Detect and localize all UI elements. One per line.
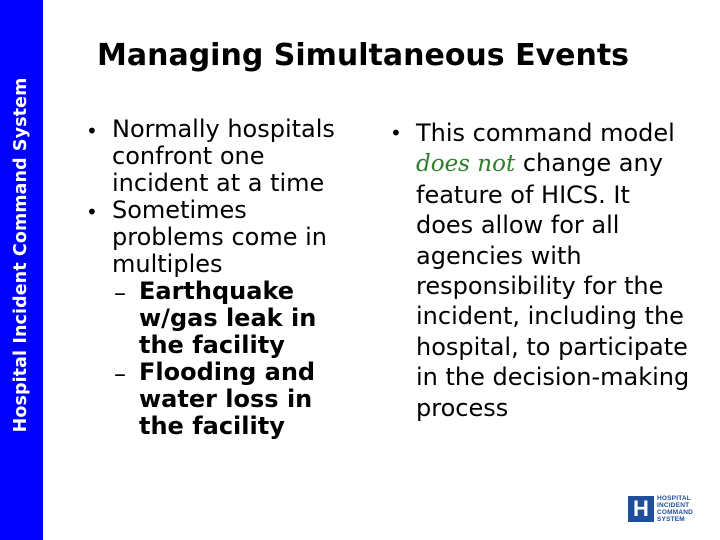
- right-column: [390, 118, 690, 423]
- bullet-item: [390, 118, 690, 423]
- sub-bullet-text: Earthquake w/gas leak in the facility: [139, 277, 317, 359]
- bullet-dot-icon: •: [86, 119, 98, 143]
- logo-line: SYSTEM: [657, 516, 685, 523]
- logo-h-mark: H: [628, 496, 654, 522]
- logo-line: HOSPITAL: [657, 495, 691, 502]
- bullet-text: [416, 118, 690, 423]
- bullet-text-start: This command model: [416, 119, 675, 147]
- logo-line: INCIDENT: [657, 502, 690, 509]
- bullet-item: [86, 116, 356, 197]
- sidebar-banner: [0, 0, 43, 540]
- slide-title: Managing Simultaneous Events: [97, 38, 630, 73]
- dash-icon: –: [114, 279, 126, 307]
- bullet-item: [86, 197, 356, 278]
- sub-bullet-text: Flooding and water loss in the facility: [139, 358, 316, 440]
- bullet-dot-icon: •: [390, 121, 402, 145]
- dash-icon: –: [114, 360, 126, 388]
- bullet-text-end: change any feature of HICS. It does allow for all agencies with responsibility for the incident, including the hospital, to participate in the decision-making process: [416, 149, 690, 422]
- bullet-dot-icon: •: [86, 200, 98, 224]
- sidebar-title: Hospital Incident Command System: [11, 77, 31, 433]
- left-column: [86, 116, 356, 440]
- logo-line: COMMAND: [657, 509, 694, 516]
- bullet-text: Sometimes problems come in multiples: [112, 196, 327, 278]
- hics-logo: [628, 496, 696, 522]
- logo-wordmark: [657, 495, 693, 523]
- emphasis-text: does not: [416, 151, 516, 178]
- sub-bullet-item: [114, 359, 356, 440]
- bullet-text: Normally hospitals confront one incident at a time: [112, 115, 335, 197]
- sub-bullet-item: [114, 278, 356, 359]
